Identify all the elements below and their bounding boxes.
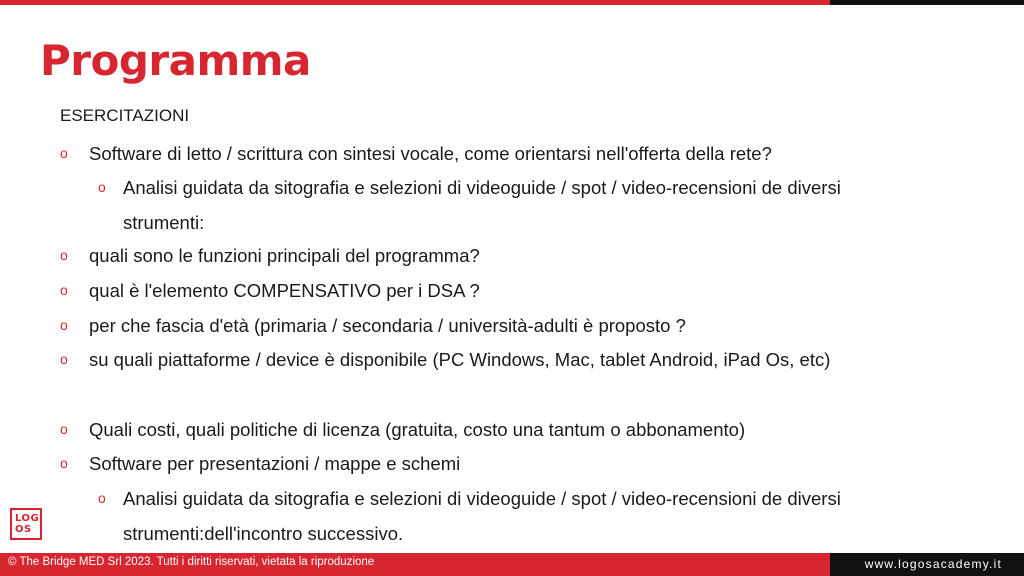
section-label: ESERCITAZIONI — [60, 106, 190, 125]
bullet-text: Analisi guidata da sitografia e selezioni di videoguide / spot / video-recensioni de diversi strumenti: — [123, 177, 841, 233]
bullet-text: Quali costi, quali politiche di licenza (gratuita, costo una tantum o abbonamento) — [89, 419, 746, 440]
bullet-text: su quali piattaforme / device è disponibile (PC Windows, Mac, tablet Android, iPad Os, etc) — [89, 349, 831, 370]
logo-line-1: LOG — [15, 513, 40, 524]
bullet-item — [60, 238, 920, 273]
logos-logo-icon — [10, 508, 42, 540]
bullet-text: Analisi guidata da sitografia e selezioni di videoguide / spot / video-recensioni de diversi strumenti:dell'incontro successivo. — [123, 488, 841, 544]
bullet-marker-icon: o — [60, 421, 68, 437]
sub-bullet-item — [98, 170, 918, 240]
bullet-marker-icon: o — [60, 282, 68, 298]
bullet-text: per che fascia d'età (primaria / secondaria / università-adulti è proposto ? — [89, 315, 686, 336]
bullet-item — [60, 273, 920, 308]
bullet-marker-icon: o — [60, 317, 68, 333]
bullet-marker-icon: o — [98, 490, 106, 506]
bullet-item — [60, 308, 920, 343]
bullet-item — [60, 446, 920, 481]
footer-website-bar — [830, 553, 1024, 576]
bullet-marker-icon: o — [60, 247, 68, 263]
bullet-marker-icon: o — [60, 145, 68, 161]
bullet-marker-icon: o — [98, 179, 106, 195]
slide-title: Programma — [40, 36, 311, 85]
bullet-marker-icon: o — [60, 455, 68, 471]
bullet-text: Software di letto / scrittura con sintesi vocale, come orientarsi nell'offerta della rete? — [89, 143, 772, 164]
bullet-text: qual è l'elemento COMPENSATIVO per i DSA ? — [89, 280, 480, 301]
website-link[interactable]: www.logosacademy.it — [864, 557, 1002, 571]
bullet-item — [60, 342, 920, 377]
copyright-text: © The Bridge MED Srl 2023. Tutti i diritti riservati, vietata la riproduzione — [8, 556, 375, 568]
bullet-item — [60, 136, 920, 171]
bullet-text: quali sono le funzioni principali del programma? — [89, 245, 480, 266]
bullet-item — [60, 412, 920, 447]
bullet-marker-icon: o — [60, 351, 68, 367]
footer-bar — [0, 553, 830, 576]
sub-bullet-item — [98, 481, 918, 551]
bullet-text: Software per presentazioni / mappe e schemi — [89, 453, 461, 474]
logo-line-2: OS — [15, 524, 32, 535]
